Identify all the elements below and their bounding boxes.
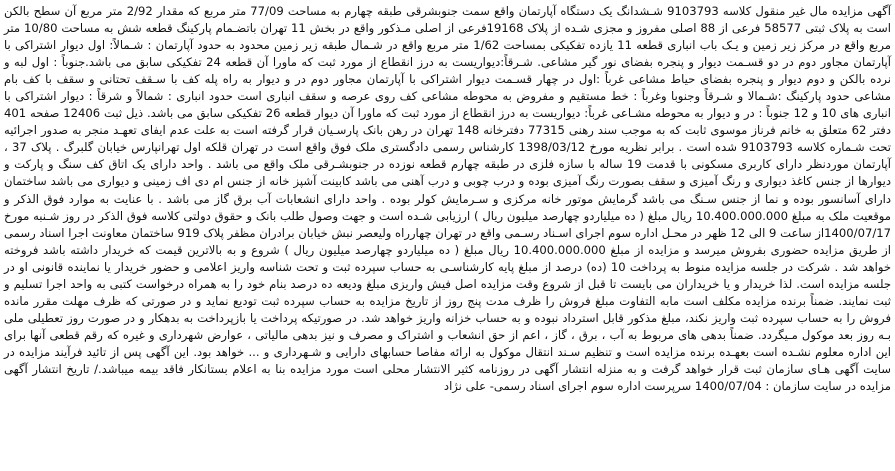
auction-notice-text: آگهی مزایده مال غیر منقول کلاسه 9103793 شـشدانگ یک دستگاه آپارتمان واقع سمت جنوبشرقی طبقه چهارم به مساحت 77/09 متر مربع که مقدار 2/92 متر مربع آن سطح بالکن است به پلاک ثبتی 58577 فرعی از 88 اصلی مفروز و مجزی شـده از پلاک 19168فرعی از اصلی مـذکور واقع در بخش 11 تهران باتضـمام پارکینگ قطعه شش به مساحت 10/80 متر مربع واقع در مرکز زیر زمین و یـک باب انباری قطعه 11 یازده تفکیکی بمساحت 1/62 متر مربع واقع در شـمال طبقه زیر زمین محدود به حدود آپارتمان : شـمالاً: اول دیوار اشتراکی با آپارتمان مجاور دوم در دو قسـمت دیوار و پنجره بفضای نور گیر مشاعی. شـرقاً:دیواریست به درز انقطاع از مورد ثبت که ماورا آن قطعه 24 تفکیکی سابق می باشد.جنوباً : اول لبه و نرده بالکن و دوم دیوار و پنجره بفضای حیاط مشاعی غرباً :اول در چهار قسـمت دیوار اشتراکی با آپارتمان مجاور دوم در و دیوار به راه پله کف با سـقف تحتانی و سقف با کف بام مشاعی حدود پارکینگ :شـمالا و شـرقاً وجنوبا وغرباً : خط مستقیم و مفروض به محوطه مشاعی کف روی عرصه و سقف انباری است حدود انباری : شمالاً و شرقاً : دیوار اشتراکی با انباری های 10 و 12 جنوباً : در و دیوار به محوطه مشـاعی غرباً: دیواریست به درز انقطاع از مورد ثبت که ماورا آن دیوار قطعه 26 تفکیکی سابق می باشد. ذیل ثبت 12406 صفحه 401 دفتر 62 متعلق به خانم فرناز موسوی ثابت که به موجب سند رهنی 77315 دفترخانه 148 تهران در رهن بانک پارسـیان قرار گرفته است به علت عدم ایفای تعهـد منجر به صدور اجرائیه تحت شـماره کلاسه 9103793 شده است . برابر نظریه مورخ 1398/03/12 کارشناس رسمی دادگستری ملک فوق واقع است در تهران قلکه اول تهرانپارس خیابان گلبرگ . پلاک 37 ، آپارتمان موردنظر دارای کاربری مسکونی با قدمت 19 ساله با سازه فلزی در طبقه چهارم قطعه نوزده در جنوبشـرقی ملک واقع می باشد . واحد دارای یک اتاق کف سنگ و پارکت و دیوارها از جنس کاغذ دیواری و رنگ آمیزی و سقف بصورت رنگ آمیزی بوده و درب چوبی و درب آهنی می باشد کابینت آشپز خانه از جنس ام دی اف زمینی و دیواری می باشد ساختمان دارای آسانسور بوده و نما از جنس سـنگ می باشد گرمایش موتور خانه مرکزی و سـرمایش کولر بوده . واحد دارای انشعابات آب برق گاز می باشد . با عنایت به موارد فوق الذکر و موقعیت ملک به مبلغ 10.400.000.000 ریال مبلغ ( ده میلیاردو چهارصد میلیون ریال ) ارزیابی شـده است و جهت وصول طلب بانک و حقوق دولتی کلاسه فوق الذکر در روز شـنبه مورخ 1400/07/17از ساعت 9 الی 12 ظهر در محـل اداره سوم اجرای اسـناد رسـمی واقع در تهران چهارراه ولیعصر نبش خیابان برادران مظفر پلاک 919 ساختمان معاونت اجرا اسناد رسمی از طریق مزایده حضوری بفروش میرسد و مزایده از مبلغ 10.400.000.000 ریال مبلغ ( ده میلیاردو چهارصد میلیون ریال ) شروع و به بالاترین قیمت که خریدار داشته باشد فروخته خواهد شد . شرکت در جلسه مزایده منوط به پرداخت 10 (ده) درصد از مبلغ پایه کارشناسـی به حساب سپرده ثبت و تحت شناسه واریز اعلامی و حضور خریدار یا نماینده قانونی او در جلسه مزایده است. لذا خریدار و یا خریداران می بایست تا قبل از شروع وقت مزایده اصل فیش واریزی مبلغ ودیعه ده درصد بنام خود را به همراه درخواست کتبی به واحد اجرا تسلیم و ثبت نمایند. ضمناً برنده مزایده مکلف است مابه التفاوت مبلغ فروش را ظرف مدت پنج روز از تاریخ مزایده به حساب سپرده ثبت تودیع نماید و در صورتی که ظرف مهلت مقرر مانده فروش را به حساب سپرده ثبت واریز نکند، مبلغ مذکور قابل استرداد نبوده و به حساب خزانه واریز خواهد شد. در صورتیکه پرداخت یا بازپرداخت به بدهکار و در صورت روز تعطیلی ملی بـه روز بعد موکول مـیگردد. ضمناً بدهی های مربوط به آب ، برق ، گاز ، اعم از حق انشعاب و اشتراک و مصرف و نیز بدهی مالیاتی ، عوارض شهرداری و غیره که رقم قطعی آنها برای این اداره معلوم نشـده است بعهـده برنده مزایده است و تنظیم سـند انتقال موکول به ارائه مفاصا حسابهای دارایی و شـهرداری و ... خواهد بود. این آگهی پس از تائید فرآیند مزایده در سایت آگهی هـای سازمان ثبت قرار خواهد گرفت و به منزله انتشار آگهی در روزنامه کثیر الانتشار محلی است مورد مزایده بنا به اعلام بستانکار فاقد بیمه میباشد./ تاریخ انتشار آگهی مزایده در سایت سازمان : 1400/07/04 سرپرست اداره سوم اجرای اسناد رسمی- علی نژاد <box>4 4 891 394</box>
